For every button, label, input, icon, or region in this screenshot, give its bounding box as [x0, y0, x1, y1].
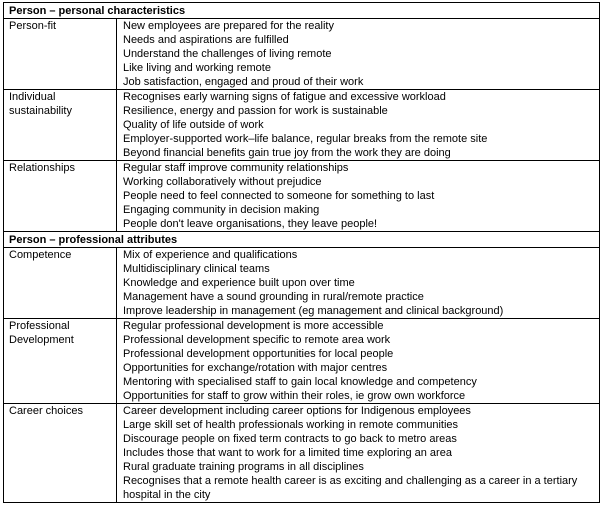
list-item: Improve leadership in management (eg management and clinical background): [123, 305, 504, 317]
list-item: Beyond financial benefits gain true joy from the work they are doing: [123, 147, 451, 159]
list-item: Mix of experience and qualifications: [123, 249, 298, 261]
list-item: Recognises that a remote health career is as exciting and challenging as a career in a tertiary hospital in the city: [123, 475, 578, 501]
list-item: Employer-supported work–life balance, regular breaks from the remote site: [123, 133, 488, 145]
list-item: Management have a sound grounding in rural/remote practice: [123, 291, 424, 303]
category-cell: Competence: [4, 248, 117, 319]
table-row: [4, 404, 600, 503]
list-item: Career development including career options for Indigenous employees: [123, 405, 471, 417]
list-item: Multidisciplinary clinical teams: [123, 263, 270, 275]
list-item: Opportunities for staff to grow within their roles, ie grow own workforce: [123, 390, 466, 402]
section-title: Person – personal characteristics: [4, 3, 600, 19]
list-item: Engaging community in decision making: [123, 204, 320, 216]
list-item: Includes those that want to work for a limited time exploring an area: [123, 447, 452, 459]
list-item: New employees are prepared for the reality: [123, 20, 334, 32]
section-header-row: [4, 232, 600, 248]
list-item: Professional development opportunities for local people: [123, 348, 394, 360]
category-cell: Relationships: [4, 161, 117, 232]
items-cell: [117, 90, 600, 161]
list-item: People don't leave organisations, they leave people!: [123, 218, 378, 230]
list-item: People need to feel connected to someone for something to last: [123, 190, 435, 202]
items-cell: [117, 248, 600, 319]
list-item: Resilience, energy and passion for work is sustainable: [123, 105, 388, 117]
table-row: [4, 248, 600, 319]
category-cell: Career choices: [4, 404, 117, 503]
table-row: [4, 319, 600, 404]
category-cell: Individual sustainability: [4, 90, 117, 161]
list-item: Large skill set of health professionals working in remote communities: [123, 419, 459, 431]
list-item: Opportunities for exchange/rotation with major centres: [123, 362, 388, 374]
section-title: Person – professional attributes: [4, 232, 600, 248]
items-cell: [117, 319, 600, 404]
list-item: Mentoring with specialised staff to gain local knowledge and competency: [123, 376, 477, 388]
list-item: Professional development specific to remote area work: [123, 334, 391, 346]
list-item: Like living and working remote: [123, 62, 271, 74]
list-item: Discourage people on fixed term contracts to go back to metro areas: [123, 433, 457, 445]
items-cell: [117, 19, 600, 90]
list-item: Needs and aspirations are fulfilled: [123, 34, 289, 46]
category-cell: Professional Development: [4, 319, 117, 404]
section-header-row: [4, 3, 600, 19]
items-cell: [117, 404, 600, 503]
list-item: Knowledge and experience built upon over time: [123, 277, 355, 289]
list-item: Job satisfaction, engaged and proud of their work: [123, 76, 364, 88]
list-item: Recognises early warning signs of fatigue and excessive workload: [123, 91, 446, 103]
table-row: [4, 19, 600, 90]
list-item: Understand the challenges of living remote: [123, 48, 332, 60]
table-row: [4, 90, 600, 161]
list-item: Rural graduate training programs in all disciplines: [123, 461, 364, 473]
table-row: [4, 161, 600, 232]
list-item: Regular professional development is more accessible: [123, 320, 384, 332]
items-cell: [117, 161, 600, 232]
list-item: Working collaboratively without prejudice: [123, 176, 322, 188]
list-item: Regular staff improve community relationships: [123, 162, 349, 174]
category-cell: Person-fit: [4, 19, 117, 90]
attributes-table: [3, 2, 600, 503]
list-item: Quality of life outside of work: [123, 119, 264, 131]
